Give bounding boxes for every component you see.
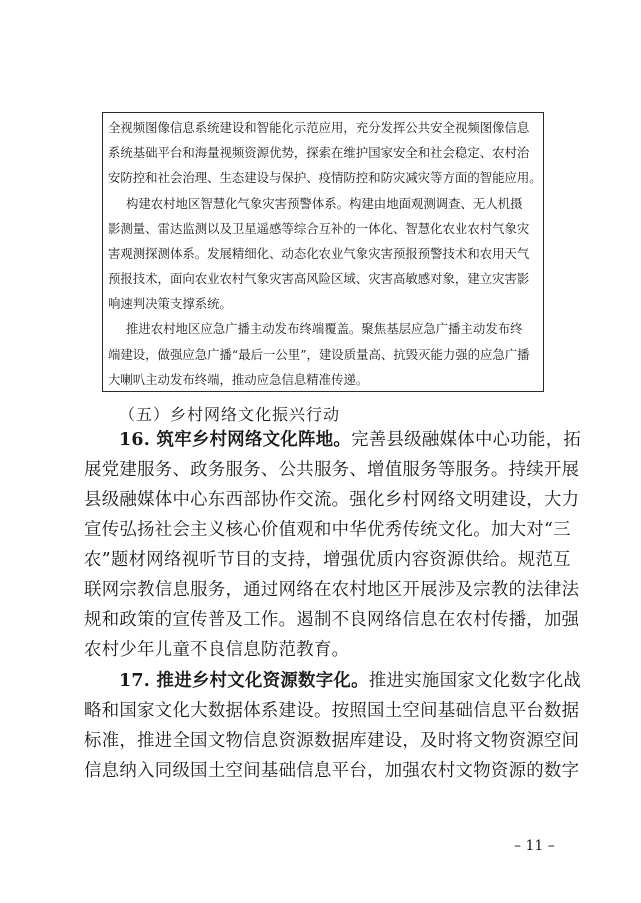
- item-16-title: 16. 筑牢乡村网络文化阵地。: [119, 430, 352, 450]
- item-17-title: 17. 推进乡村文化资源数字化。: [119, 671, 369, 691]
- box-text-line: 预报技术，面向农业农村气象灾害高风险区域、灾害高敏感对象，建立灾害影: [108, 271, 530, 286]
- box-text-line: 大喇叭主动发布终端，推动应急信息精准传递。: [108, 372, 369, 387]
- box-text-line: 推进农村地区应急广播主动发布终端覆盖。聚焦基层应急广播主动发布终: [126, 321, 523, 336]
- paragraph-line: 规和政策的宣传普及工作。遏制不良网络信息在农村传播，加强: [84, 610, 580, 630]
- paragraph-line: 农村少年儿童不良信息防范教育。: [84, 640, 350, 660]
- box-text-line: 端建设，做强应急广播“最后一公里”，建设质量高、抗毁灭能力强的应急广播: [108, 347, 530, 362]
- paragraph-line: [119, 668, 581, 694]
- paragraph-line: 联网宗教信息服务，通过网络在农村地区开展涉及宗教的法律法: [84, 580, 580, 600]
- box-text-line: 影测量、雷达监测以及卫星遥感等综合互补的一体化、智慧化农业农村气象灾: [108, 221, 530, 236]
- item-16-text: 完善县级融媒体中心功能，拓: [351, 430, 582, 450]
- paragraph-line: 宣传弘扬社会主义核心价值观和中华优秀传统文化。加大对“三: [84, 520, 571, 540]
- paragraph-line: 略和国家文化大数据体系建设。按照国土空间基础信息平台数据: [84, 701, 580, 721]
- section-heading: （五）乡村网络文化振兴行动: [119, 405, 341, 424]
- paragraph-line: 县级融媒体中心东西部协作交流。强化乡村网络文明建设，大力: [84, 490, 580, 510]
- paragraph-line: 标准，推进全国文物信息资源数据库建设，及时将文物资源空间: [84, 731, 580, 751]
- box-text-line: 系统基础平台和海量视频资源优势，探索在维护国家安全和社会稳定、农村治: [108, 145, 530, 160]
- page-number: – 11 –: [514, 838, 555, 854]
- paragraph-line: 农”题材网络视听节目的支持，增强优质内容资源供给。规范互: [84, 550, 571, 570]
- box-text-line: 全视频图像信息系统建设和智能化示范应用，充分发挥公共安全视频图像信息: [108, 120, 530, 135]
- box-text-line: 响速判决策支撑系统。: [108, 296, 232, 311]
- item-17-text: 推进实施国家文化数字化战: [368, 671, 582, 691]
- box-text-line: 构建农村地区智慧化气象灾害预警体系。构建由地面观测调查、无人机摄: [126, 196, 523, 211]
- paragraph-line: 展党建服务、政务服务、公共服务、增值服务等服务。持续开展: [84, 460, 580, 480]
- box-text-line: 害观测探测体系。发展精细化、动态化农业气象灾害预报预警技术和农用天气: [108, 246, 530, 261]
- paragraph-line: [119, 427, 581, 453]
- paragraph-line: 信息纳入同级国土空间基础信息平台，加强农村文物资源的数字: [84, 761, 580, 781]
- box-text-line: 安防控和社会治理、生态建设与保护、疫情防控和防灾减灾等方面的智能应用。: [108, 170, 542, 185]
